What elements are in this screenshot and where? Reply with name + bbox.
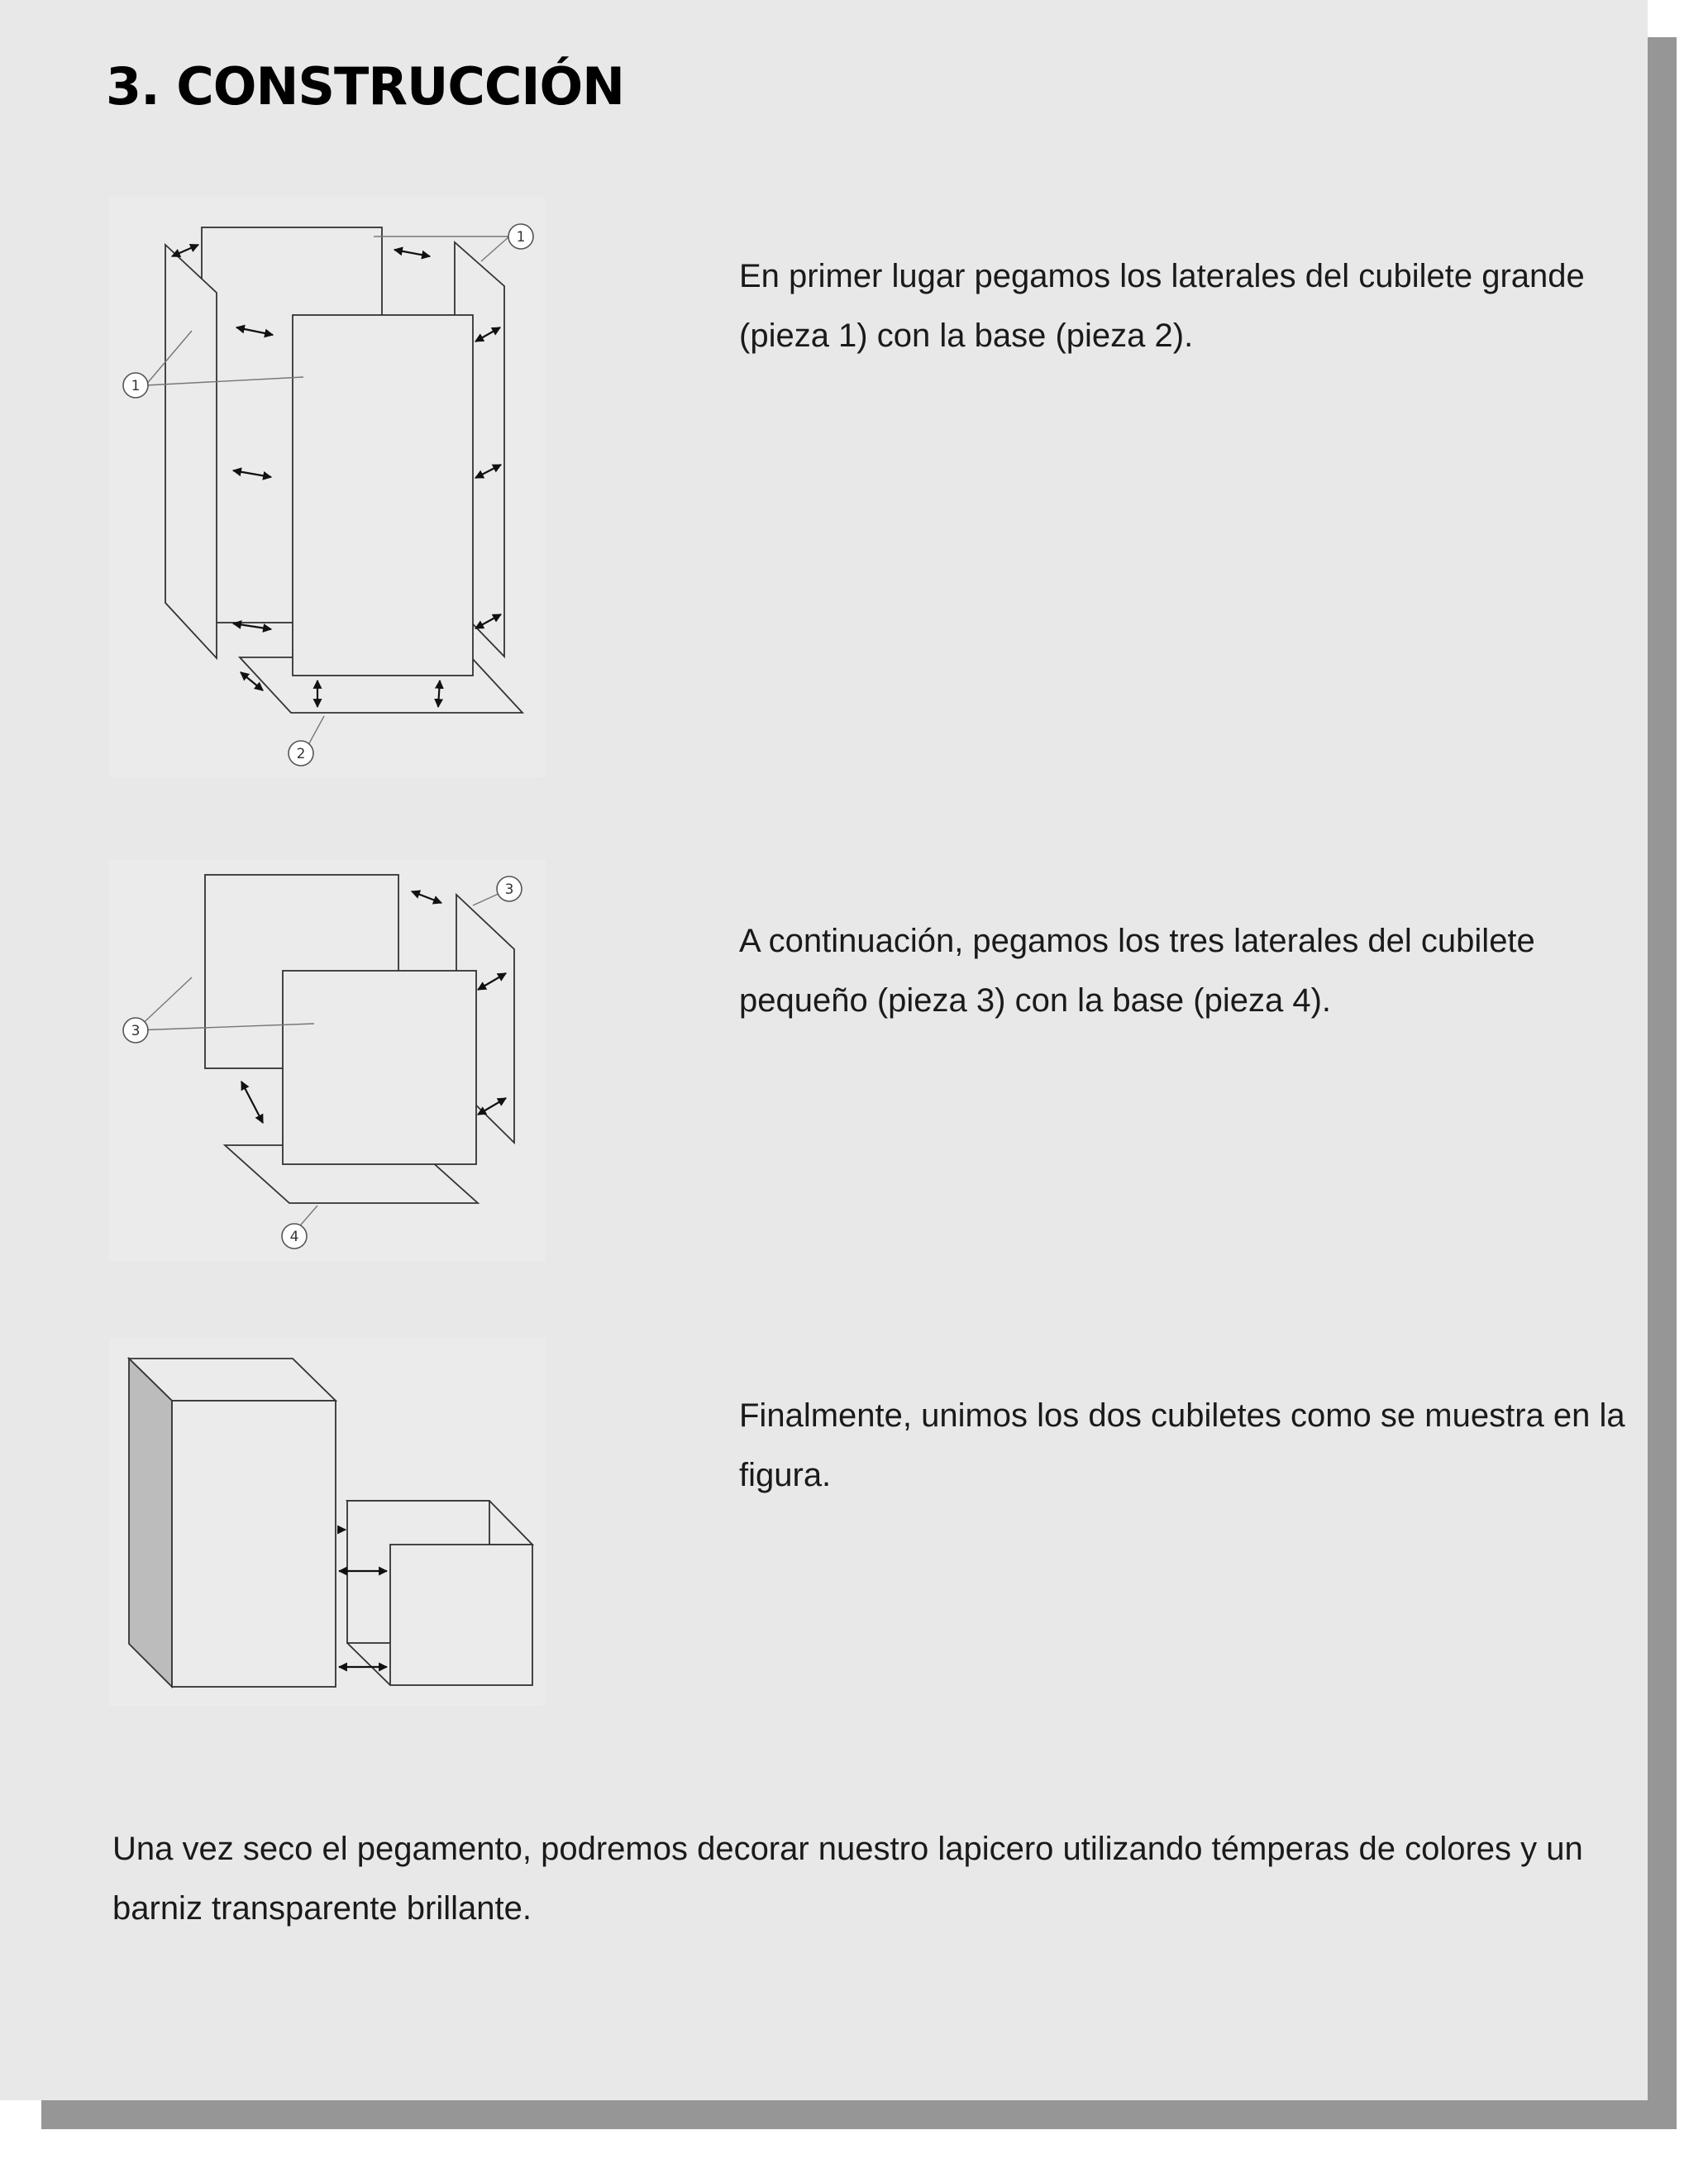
- label-piece-4: 4: [289, 1229, 299, 1245]
- label-piece-1-left: 1: [131, 378, 141, 394]
- label-piece-1-right: 1: [516, 229, 526, 246]
- front-panel: [283, 971, 476, 1164]
- small-box-front: [390, 1545, 532, 1685]
- figure-join-cups: [109, 1338, 546, 1706]
- small-cup-diagram: [109, 860, 546, 1261]
- figure-large-cup-assembly: [109, 197, 546, 777]
- section-title: 3. CONSTRUCCIÓN: [106, 56, 625, 117]
- step-2-text: A continuación, pegamos los tres laterales del cubilete pequeño (pieza 3) con la base (pieza 4).: [739, 923, 1535, 1019]
- large-cup-diagram: [109, 197, 546, 777]
- step-3-text: Finalmente, unimos los dos cubiletes como se muestra en la figura.: [739, 1397, 1625, 1493]
- left-side-panel: [165, 245, 217, 658]
- front-panel: [293, 315, 473, 676]
- label-piece-3-right: 3: [504, 881, 514, 898]
- step-1-text: En primer lugar pegamos los laterales del cubilete grande (pieza 1) con la base (pieza 2).: [739, 258, 1585, 354]
- label-piece-3-left: 3: [131, 1023, 141, 1039]
- joined-cups-diagram: [109, 1338, 546, 1706]
- large-box-front: [172, 1401, 336, 1687]
- large-box-side: [129, 1359, 172, 1687]
- figure-small-cup-assembly: [109, 860, 546, 1261]
- closing-paragraph: Una vez seco el pegamento, podremos decorar nuestro lapicero utilizando témperas de colores y un barniz transparente brillante.: [112, 1831, 1583, 1927]
- label-piece-2: 2: [296, 746, 306, 762]
